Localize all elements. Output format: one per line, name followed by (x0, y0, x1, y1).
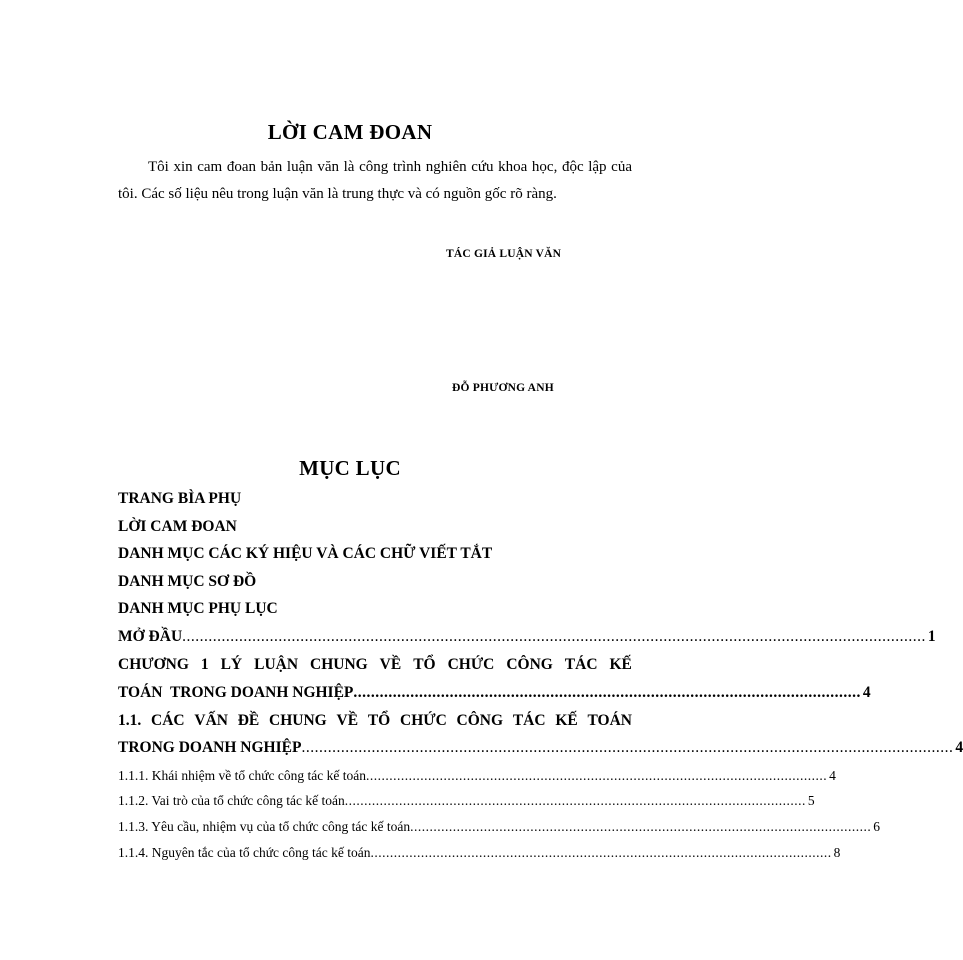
toc-heading-word: CHUNG (269, 712, 327, 729)
toc-entry-1-1-2 (118, 793, 815, 809)
declaration-title: LỜI CAM ĐOAN (267, 120, 433, 144)
toc-heading-word: ĐỀ (237, 712, 260, 729)
toc-entry-1-1-4 (118, 845, 841, 861)
toc-entry-1-1-3 (118, 819, 880, 835)
toc-heading-word: 1 (200, 656, 209, 673)
toc-page-number: 8 (833, 845, 841, 860)
toc-page-number: 4 (829, 768, 836, 783)
toc-entry-label: TRONG DOANH NGHIỆP (118, 739, 302, 756)
toc-heading-word: KẾ (555, 712, 578, 729)
toc-leader-dots: ..................................................................................................................................................... (301, 739, 954, 756)
toc-heading-word: 1.1. (118, 712, 142, 729)
toc-leader-dots: ....................................................................................................................... (370, 845, 832, 860)
toc-heading-word: CÁC (151, 712, 185, 729)
toc-heading-word: KẾ (609, 656, 632, 673)
toc-heading-word: TỔ (367, 712, 391, 729)
toc-entry-section-1-1-line1 (118, 712, 632, 730)
toc-entry-cover: TRANG BÌA PHỤ (118, 490, 242, 507)
toc-entry-chapter1-line2 (118, 684, 871, 702)
toc-heading-word: CHUNG (310, 656, 368, 673)
toc-heading-word: CÔNG (506, 656, 553, 673)
toc-heading-word: VỀ (336, 712, 359, 729)
toc-page-number: 1 (927, 628, 936, 645)
toc-heading-word: CHỨC (447, 656, 495, 673)
toc-page-number: 4 (862, 684, 871, 701)
toc-heading-word: CHỨC (400, 712, 447, 729)
toc-page-number: 6 (873, 819, 880, 834)
toc-heading-word: CÔNG (456, 712, 504, 729)
toc-entry-label: 1.1.2. Vai trò của tổ chức công tác kế toán (118, 793, 345, 808)
toc-entry-abbreviations: DANH MỤC CÁC KÝ HIỆU VÀ CÁC CHỮ VIẾT TẮT (118, 545, 493, 562)
toc-leader-dots: ....................................................................................................................... (344, 793, 806, 808)
toc-entry-section-1-1-line2 (118, 739, 963, 757)
toc-heading-word: VẤN (194, 712, 228, 729)
toc-entry-appendix: DANH MỤC PHỤ LỤC (118, 600, 278, 617)
toc-heading-word: VỀ (379, 656, 402, 673)
toc-heading-word: TÁC (512, 712, 546, 729)
toc-heading-word: TOÁN (587, 712, 632, 729)
toc-leader-dots: ....................................................................................................................... (366, 768, 828, 783)
toc-heading-word: LÝ (220, 656, 243, 673)
toc-heading-word: TÁC (564, 656, 598, 673)
toc-entry-introduction (118, 628, 936, 646)
toc-entry-declaration: LỜI CAM ĐOAN (118, 518, 237, 535)
toc-title: MỤC LỤC (299, 456, 401, 480)
toc-page-number: 5 (807, 793, 815, 808)
toc-entry-label: MỞ ĐẦU (118, 628, 183, 645)
toc-entry-diagrams: DANH MỤC SƠ ĐỒ (118, 573, 257, 590)
toc-entry-label: 1.1.3. Yêu cầu, nhiệm vụ của tổ chức công tác kế toán (118, 819, 411, 834)
toc-leader-dots: .................................................................................................................... (353, 684, 861, 701)
toc-entry-1-1-1 (118, 768, 836, 784)
toc-leader-dots: .......................................................................................................................................................................... (182, 628, 926, 645)
toc-page-number: 4 (955, 739, 963, 756)
toc-heading-word: TỔ (413, 656, 436, 673)
author-caption: TÁC GIẢ LUẬN VĂN (446, 248, 562, 260)
author-name: ĐỖ PHƯƠNG ANH (452, 382, 554, 394)
toc-entry-label: 1.1.4. Nguyên tắc của tổ chức công tác kế toán (118, 845, 371, 860)
declaration-body: Tôi xin cam đoan bản luận văn là công trình nghiên cứu khoa học, độc lập của tôi. Các số liệu nêu trong luận văn là trung thực và có nguồn gốc rõ ràng. (118, 159, 632, 202)
toc-leader-dots: ....................................................................................................................... (410, 819, 872, 834)
toc-entry-label: 1.1.1. Khái nhiệm về tổ chức công tác kế toán (118, 768, 366, 783)
toc-entry-chapter1-line1 (118, 656, 632, 674)
toc-heading-word: LUẬN (254, 656, 299, 673)
toc-entry-label: TOÁN TRONG DOANH NGHIỆP (118, 684, 354, 701)
toc-heading-word: CHƯƠNG (118, 656, 189, 673)
